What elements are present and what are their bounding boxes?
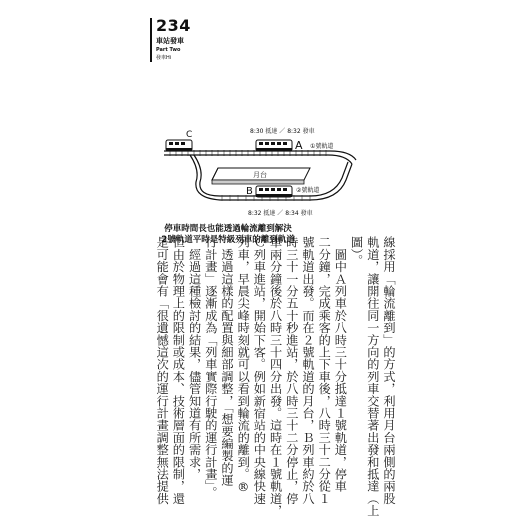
text-column: 線採用「輪流離到」的方式，利用月台兩側的兩股 bbox=[382, 236, 396, 505]
page-header bbox=[150, 18, 230, 68]
text-column: 行計畫」逐漸成為「列車實際行駛的運行計畫」。 bbox=[203, 236, 218, 499]
text-column: 時三十一分五十秒進站，於八時三十二分停止，停 bbox=[284, 236, 299, 505]
bottom-times: 8:32 抵達 ／ 8:34 發車 bbox=[248, 210, 313, 217]
train-a bbox=[256, 140, 292, 151]
text-column: 但由於物理上的限制或成本、技術層面的限制，還 bbox=[171, 236, 186, 505]
text-column: Ｃ列車進站，開始下客。例如新宿站的中央線快速 bbox=[252, 236, 267, 505]
text-column: 透過這樣的配置與細部調整，「想要編製的運 bbox=[220, 236, 234, 487]
text-column: 經過這種檢討的結果，儘管知道有所需求， bbox=[187, 236, 202, 480]
text-column: 圖）。 bbox=[349, 236, 364, 267]
train-a-label: A bbox=[295, 139, 303, 152]
top-times: 8:30 抵達 ／ 8:32 發車 bbox=[250, 128, 315, 135]
text-column: 車兩分鐘後於八時三十四分出發。這時在１號軌道， bbox=[268, 236, 283, 517]
track2-label: ②號軌道 bbox=[296, 187, 320, 194]
text-column: 二分鐘，完成乘客的上下車後，八時三十二分從１ bbox=[317, 236, 332, 505]
track1-label: ①號軌道 bbox=[310, 143, 334, 150]
train-c-label: C bbox=[186, 130, 193, 140]
train-b bbox=[256, 186, 292, 197]
text-column: 圖中Ａ列車於八時三十分抵達１號軌道，停車 bbox=[333, 236, 348, 493]
chapter-title: 車站發車 bbox=[156, 37, 184, 45]
text-column: 列車，早晨尖峰時刻就可以看到輪流的離到。® bbox=[236, 236, 251, 494]
train-c bbox=[166, 140, 192, 151]
track-diagram bbox=[160, 120, 360, 220]
text-column: 是可能會有「很遺憾這次的運行計畫調整無法提供 bbox=[155, 236, 170, 505]
header-rule bbox=[150, 18, 152, 62]
train-b-label: B bbox=[246, 186, 253, 197]
page-number: 234 bbox=[156, 16, 191, 35]
platform-label: 月台 bbox=[253, 171, 267, 179]
part-label: Part Two bbox=[156, 47, 181, 53]
text-column: 號軌道出發。而在２號軌道的月台，Ｂ列車約於八 bbox=[301, 236, 315, 505]
part-subtitle: 發車Hi bbox=[156, 55, 172, 61]
text-column: 軌道，讓開往同一方向的列車交替著出發和抵達（上 bbox=[365, 236, 380, 517]
